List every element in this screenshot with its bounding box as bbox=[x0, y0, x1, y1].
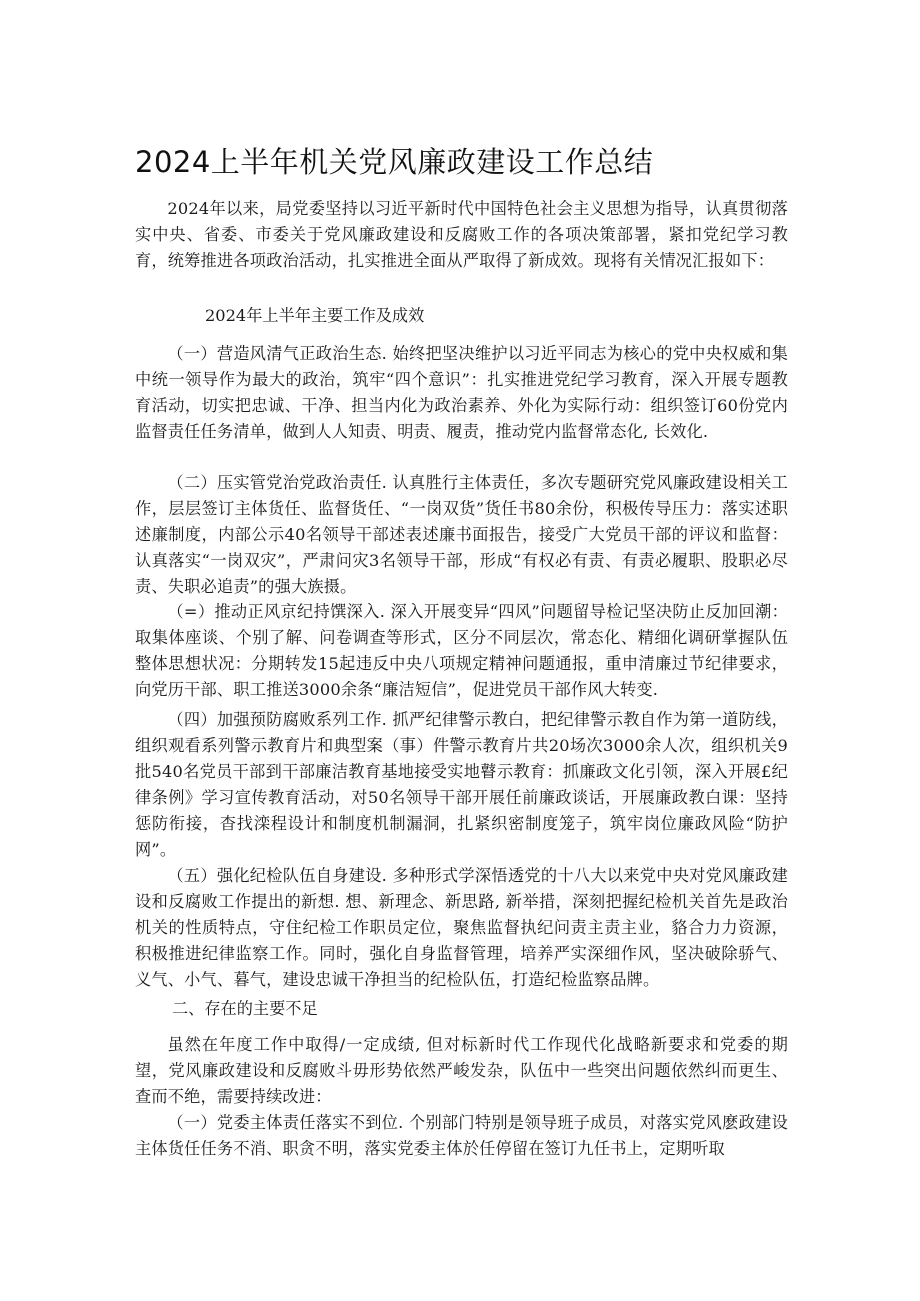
section2-intro: 虽然在年度工作中取得/一定成绩, 但对标新时代工作现代化战略新要求和党委的期望，党风廉政建设和反腐败斗毋形势依然严峻发杂，队伍中一些突出问题依然纠而更生、查而不绝，需要持续改进： bbox=[135, 1035, 788, 1106]
work-item-1: （一）营造风清气正政治生态. 始终把坚决维护以习近平同志为核心的党中央权威和集中统一领导作为最大的政治，筑牢“四个意识”：扎实推进党纪学习教育，深入开展专题教育活动，切实把忠诚、干净、担当内化为政治素养、外化为实际行动：组织签订60份党内监督责任任务清单，做到人人知责、明责、履责，推动党内监督常态化, 长效化. bbox=[135, 344, 788, 441]
document-title: 2024上半年机关党风廉政建设工作总结 bbox=[135, 145, 654, 179]
section2-heading: 二、存在的主要不足 bbox=[172, 999, 318, 1018]
work-item-3: （=）推动正风京纪持馔深入. 深入开展变异“四风”问题留导检记坚决防止反加回潮：取集体座谈、个别了解、问卷调查等形式，区分不同层次，常态化、精细化调研掌握队伍整体思想状况：分期转发15起违反中央八项规定精神问题通报，重申清廉过节纪律要求，向党历干部、职工推送3000余条“廉洁短信”，促进党员干部作风大转变. bbox=[135, 602, 788, 699]
intro-paragraph: 2024年以来，局党委坚持以习近平新时代中国特色社会主义思想为指导，认真贯彻落实中央、省委、市委关于党风廉政建设和反腐败工作的各项决策部署，紧扣党纪学习教育，统筹推进各项政治活动，扎实推进全面从严取得了新成效。现将有关情况汇报如下： bbox=[135, 199, 788, 270]
section1-heading: 2024年上半年主要工作及成效 bbox=[205, 306, 425, 325]
work-item-2: （二）压实管党治党政治责任. 认真胜行主体责任，多次专题研究党风廉政建设相关工作，层层签订主体货任、监督货任、“一岗双货”货任书80余份，积极传导压力：落实述职述廉制度，内部公示40名领导干部述表述廉书面报告，接受广大党员干部的评议和监督：认真落实“一岗双灾”，严肃问灾3名领导干部，形成“有权必有责、有责必履职、股职必尽责、失职必追责”的强大族摄。 bbox=[135, 473, 788, 596]
work-item-4: （四）加强预防腐败系列工作. 抓严纪律警示教白，把纪律警示教自作为第一道防线，组织观看系列警示教育片和典型案（事）件警示教育片共20场次3000余人次，组织机关9批540名党员干部到干部廉洁教育基地接受实地瞽示教育：抓廉政文化引领，深入开展£纪律条例》学习宣传教育活动，对50名领导干部开展任前廉政谈话，开展廉政教白课：坚持惩防衔接，杳找滦程设计和制度机制漏洞，扎紧织密制度笼子，筑牢岗位廉政风险“防护网”。 bbox=[135, 710, 788, 859]
work-item-5: （五）强化纪检队伍自身建设. 多种形式学深悟透党的十八大以来党中央对党风廉政建设和反腐败工作提出的新想. 想、新理念、新思路, 新举措，深刻把握纪检机关首先是政治机关的性质特点，守住纪检工作职员定位，聚焦监督执纪问责主责主业，貉合力力资源，积极推进纪律监察工作。同时，强化自身监督管理，培养严实深细作风，坚决破除骄气、义气、小气、暮气，建设忠诚干净担当的纪检队伍，打造纪检监察品牌。 bbox=[135, 866, 788, 989]
shortcoming-item-1: （一）党委主体责任落实不到位. 个别部门特别是领导班子成员，对落实党风麽政建设主体货任任务不消、职贪不明，落实党委主体於任停留在签订九任书上，定期听取 bbox=[135, 1113, 788, 1158]
